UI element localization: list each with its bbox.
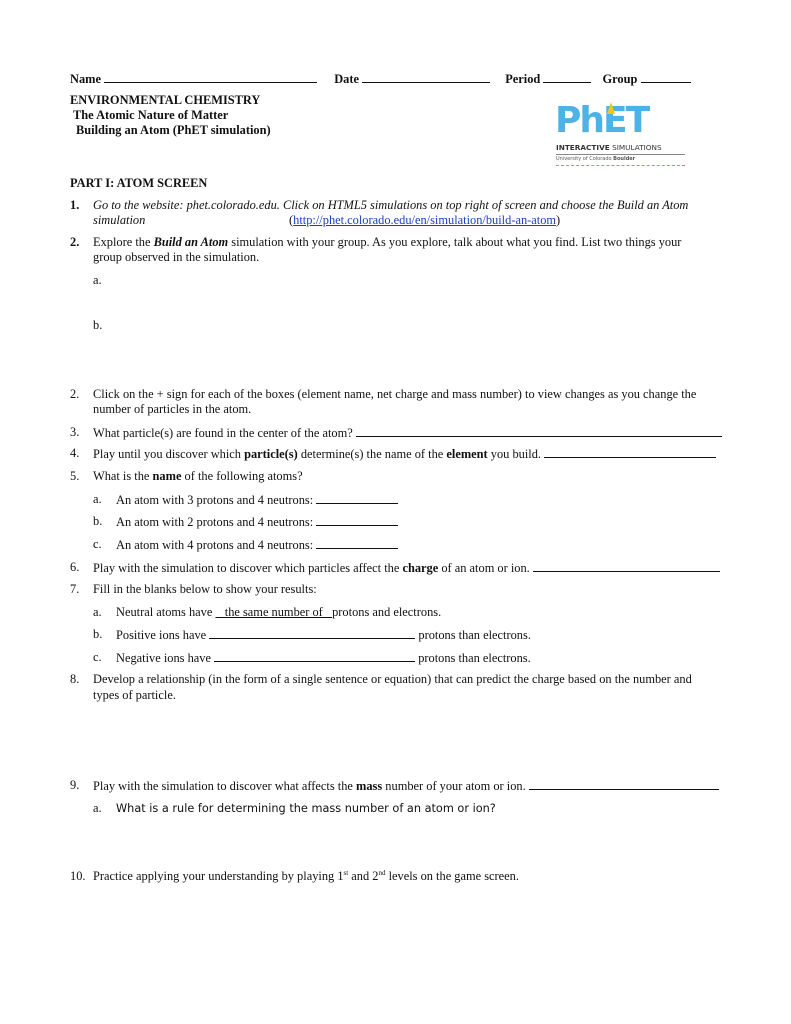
period-field[interactable] (543, 71, 591, 83)
q1-text: Go to the website: phet.colorado.edu. Click on HTML5 simulations on top right of screen and choose the Build an Atom (93, 198, 689, 212)
t: INTERACTIVE (556, 143, 610, 152)
t: An atom with 3 protons and 4 neutrons: (116, 493, 314, 507)
q8-text: Develop a relationship (in the form of a single sentence or equation) that can predict the charge based on the number and (93, 672, 692, 686)
q9-number: 9. (70, 778, 80, 792)
q5-number: 5. (70, 469, 80, 483)
q1-number: 1. (70, 198, 80, 212)
course-title: ENVIRONMENTAL CHEMISTRY (70, 93, 261, 107)
t: Negative ions have (116, 651, 211, 665)
t: and 2 (348, 869, 379, 883)
t: What is the (93, 469, 153, 483)
q5b-letter: b. (93, 514, 103, 528)
t: mass (356, 779, 383, 793)
t: protons and electrons. (332, 605, 442, 619)
t: particle(s) (244, 447, 298, 461)
q2-answer-b: b. (93, 318, 103, 332)
t: Boulder (613, 156, 636, 162)
q5c-answer-field[interactable] (316, 537, 398, 549)
t: Practice applying your understanding by playing 1 (93, 869, 344, 883)
simulation-link[interactable]: http://phet.colorado.edu/en/simulation/build-an-atom (293, 213, 557, 227)
date-label: Date (334, 72, 359, 86)
t: Play until you discover which (93, 447, 245, 461)
q5c-letter: c. (93, 537, 102, 551)
t: An atom with 2 protons and 4 neutrons: (116, 515, 314, 529)
t: Play with the simulation to discover which particles affect the (93, 561, 403, 575)
logo-university (556, 156, 635, 163)
q3-number: 3. (70, 425, 80, 439)
t: Play with the simulation to discover what affects the (93, 779, 357, 793)
paren: ( (289, 213, 294, 227)
logo-subtitle (556, 143, 662, 153)
q4-number: 4. (70, 446, 80, 460)
logo-divider (556, 154, 685, 155)
q2-text-2: group observed in the simulation. (93, 250, 260, 264)
q5a-letter: a. (93, 492, 102, 506)
t: protons than electrons. (418, 628, 531, 642)
t: simulation with your group. As you explore, talk about what you find. List two things your (228, 235, 682, 249)
t: Explore the (93, 235, 154, 249)
q2-number: 2. (70, 235, 80, 249)
q5b-answer-field[interactable] (316, 514, 398, 526)
q7b-text (116, 627, 531, 642)
q1-text-2: simulation (93, 213, 146, 227)
logo-flame-icon (607, 102, 615, 114)
q2b-number: 2. (70, 387, 80, 401)
part-heading: PART I: ATOM SCREEN (70, 176, 208, 190)
date-field[interactable] (362, 71, 490, 83)
q6-number: 6. (70, 560, 80, 574)
name-field[interactable] (104, 71, 317, 83)
q7a-text (116, 605, 441, 620)
t: number of your atom or ion. (382, 779, 526, 793)
q7-text: Fill in the blanks below to show your results: (93, 582, 317, 596)
t: An atom with 4 protons and 4 neutrons: (116, 538, 314, 552)
q6-text (93, 560, 720, 575)
q7b-answer-field[interactable] (209, 627, 415, 639)
q10-text (93, 869, 519, 884)
t: of an atom or ion. (438, 561, 530, 575)
q5c-text (116, 537, 398, 552)
q7a-answer-field[interactable]: the same number of (215, 605, 333, 619)
t: SIMULATIONS (612, 143, 662, 152)
header-line (70, 71, 691, 86)
logo-wordmark: PhET (555, 100, 649, 141)
paren: ) (556, 213, 561, 227)
q2-answer-a: a. (93, 273, 102, 287)
q3-answer-field[interactable] (356, 425, 722, 437)
t: levels on the game screen. (385, 869, 519, 883)
q5a-text (116, 492, 398, 507)
t: determine(s) the name of the (297, 447, 447, 461)
q10-number: 10. (70, 869, 86, 883)
t: protons than electrons. (418, 651, 531, 665)
unit-title: The Atomic Nature of Matter (73, 108, 229, 122)
q7-number: 7. (70, 582, 80, 596)
q1-link-line (289, 213, 560, 228)
q7b-letter: b. (93, 627, 103, 641)
t: University of Colorado (556, 156, 612, 162)
t: nd (378, 868, 386, 877)
q2b-text: Click on the + sign for each of the boxes (element name, net charge and mass number) to view changes as you change the (93, 387, 697, 401)
q6-answer-field[interactable] (533, 560, 720, 572)
q3-text (93, 425, 722, 440)
q8-text-2: types of particle. (93, 688, 176, 702)
t: Positive ions have (116, 628, 207, 642)
group-field[interactable] (641, 71, 691, 83)
q2b-text-2: number of particles in the atom. (93, 402, 252, 416)
q7c-text (116, 650, 531, 665)
t: st (343, 868, 349, 877)
q9a-text: What is a rule for determining the mass number of an atom or ion? (116, 802, 496, 815)
q7a-letter: a. (93, 605, 102, 619)
t: you build. (487, 447, 542, 461)
q7c-letter: c. (93, 650, 102, 664)
name-label: Name (70, 72, 101, 86)
q9-text (93, 778, 719, 793)
q4-text (93, 446, 716, 461)
phet-logo (555, 102, 690, 168)
q9-answer-field[interactable] (529, 778, 719, 790)
q5b-text (116, 514, 398, 529)
t: charge (402, 561, 439, 575)
t: element (446, 447, 488, 461)
t: name (152, 469, 182, 483)
q8-number: 8. (70, 672, 80, 686)
logo-dashed-rule (556, 165, 685, 166)
t: What particle(s) are found in the center of the atom? (93, 426, 353, 440)
t: Build an Atom (153, 235, 229, 249)
q4-answer-field[interactable] (544, 446, 716, 458)
group-label: Group (602, 72, 638, 86)
q5a-answer-field[interactable] (316, 492, 398, 504)
q2-text (93, 235, 681, 250)
period-label: Period (505, 72, 541, 86)
q5-text (93, 469, 303, 484)
q7c-answer-field[interactable] (214, 650, 415, 662)
t: Neutral atoms have (116, 605, 213, 619)
t: of the following atoms? (181, 469, 303, 483)
q9a-letter: a. (93, 801, 102, 815)
activity-title: Building an Atom (PhET simulation) (76, 123, 271, 137)
